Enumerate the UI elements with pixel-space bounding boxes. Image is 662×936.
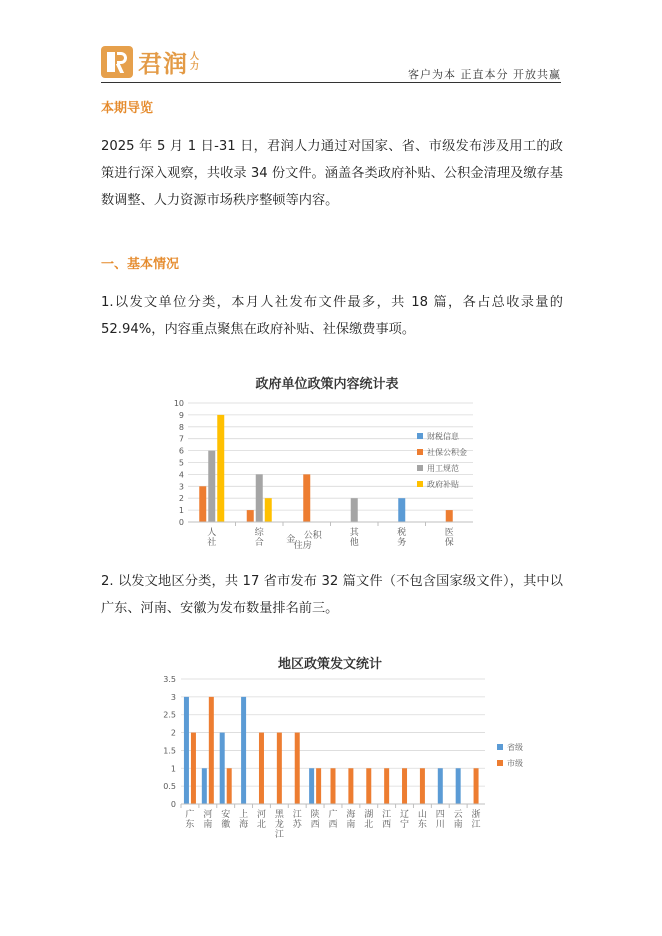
bar-医保-社保公积金 — [446, 510, 453, 522]
bar-江西-市级 — [384, 768, 389, 804]
x-tick-label: 川 — [435, 820, 445, 830]
paragraph-region-stats: 2. 以发文地区分类，共 17 省市发布 32 篇文件（不包含国家级文件），其中以广东、河南、安徽为发布数量排名前三。 — [101, 574, 563, 616]
x-tick-label: 合 — [254, 538, 264, 548]
y-tick-label: 2.5 — [163, 710, 176, 720]
bar-住房公积金-社保公积金 — [303, 474, 310, 522]
x-tick-label: 住房 — [293, 541, 312, 551]
x-tick-label: 黑 — [274, 810, 284, 820]
bar-广东-省级 — [184, 697, 189, 804]
x-tick-label: 宁 — [400, 820, 410, 830]
logo-sub — [190, 52, 199, 72]
guide-title: 本期导览 — [101, 101, 154, 116]
x-tick-label: 东 — [417, 820, 427, 830]
basic-info-title: 一、基本情况 — [101, 257, 180, 272]
x-tick-label: 上 — [239, 810, 249, 820]
y-tick-label: 0.5 — [163, 782, 176, 792]
legend-label: 社保公积金 — [427, 448, 467, 457]
bar-海南-市级 — [348, 768, 353, 804]
y-tick-label: 5 — [178, 458, 184, 468]
bar-广东-市级 — [191, 733, 196, 804]
bar-陕西-省级 — [309, 768, 314, 804]
bar-人社-用工规范 — [208, 451, 215, 522]
x-tick-label: 税 — [397, 528, 407, 538]
x-tick-label: 东 — [185, 820, 195, 830]
bar-江苏-市级 — [295, 733, 300, 804]
bar-广西-市级 — [331, 768, 336, 804]
x-tick-label: 公积 — [303, 531, 322, 541]
bar-综合-社保公积金 — [247, 510, 254, 522]
x-tick-label: 苏 — [292, 820, 302, 830]
bar-山东-市级 — [420, 768, 425, 804]
legend-swatch-财税信息 — [417, 433, 423, 439]
header-slogan: 客户为本 正直本分 开放共赢 — [408, 68, 561, 81]
guide-paragraph: 2025 年 5 月 1 日-31 日，君润人力通过对国家、省、市级发布涉及用工的政策进行深入观察，共收录 34 份文件。涵盖各类政府补贴、公积金清理及缴存基数调整、人力资源市场秩序整顿等内容。 — [101, 139, 563, 208]
x-tick-label: 西 — [382, 820, 392, 830]
bar-黑龙江-市级 — [277, 733, 282, 804]
bar-陕西-市级 — [316, 768, 321, 804]
x-tick-label: 安 — [221, 810, 231, 820]
x-tick-label: 南 — [203, 820, 213, 830]
y-tick-label: 0 — [178, 518, 184, 527]
bar-安徽-省级 — [220, 733, 225, 804]
x-tick-label: 海 — [239, 820, 249, 830]
logo-sub-2: 力 — [190, 61, 200, 72]
x-tick-label: 保 — [444, 538, 454, 548]
header-divider — [101, 82, 561, 83]
logo-sub-1: 人 — [190, 51, 200, 62]
y-tick-label: 7 — [178, 434, 184, 444]
x-tick-label: 其 — [349, 528, 359, 538]
y-tick-label: 1 — [170, 764, 176, 774]
x-tick-label: 河 — [203, 810, 213, 820]
legend-label: 用工规范 — [427, 464, 459, 473]
x-tick-label: 北 — [256, 820, 266, 830]
bar-人社-政府补贴 — [217, 415, 224, 522]
legend-swatch-社保公积金 — [417, 449, 423, 455]
y-tick-label: 0 — [170, 800, 176, 809]
x-tick-label: 西 — [328, 820, 338, 830]
x-tick-label: 浙 — [471, 810, 481, 820]
jr-logo-icon — [101, 46, 133, 78]
x-tick-label: 云 — [453, 810, 463, 820]
x-tick-label: 江 — [471, 820, 481, 830]
bar-其他-用工规范 — [351, 498, 358, 522]
y-tick-label: 1.5 — [163, 746, 176, 756]
legend-label: 市级 — [507, 759, 523, 768]
x-tick-label: 江 — [292, 810, 302, 820]
legend-swatch-政府补贴 — [417, 481, 423, 487]
chart-unit-policy-svg — [155, 362, 500, 552]
x-tick-label: 西 — [310, 820, 320, 830]
x-tick-label: 北 — [364, 820, 374, 830]
x-tick-label: 广 — [328, 810, 338, 820]
chart-region-policy-svg — [155, 650, 535, 845]
company-logo — [101, 44, 199, 79]
x-tick-label: 他 — [349, 538, 359, 548]
y-tick-label: 8 — [178, 422, 184, 432]
chart-title: 政府单位政策内容统计表 — [255, 377, 399, 392]
x-tick-label: 务 — [397, 538, 407, 548]
bar-湖北-市级 — [366, 768, 371, 804]
bar-综合-政府补贴 — [265, 498, 272, 522]
logo-name: 君润 — [138, 50, 188, 78]
x-tick-label: 金 — [286, 535, 296, 545]
x-tick-label: 综 — [254, 528, 264, 538]
y-tick-label: 9 — [178, 410, 184, 420]
legend-label: 省级 — [507, 743, 523, 752]
legend-swatch-省级 — [497, 744, 503, 750]
x-tick-label: 龙 — [274, 820, 284, 830]
chart-unit-policy — [155, 362, 500, 552]
x-tick-label: 湖 — [364, 810, 374, 820]
x-tick-label: 江 — [274, 830, 284, 840]
y-tick-label: 3 — [170, 692, 176, 702]
y-tick-label: 1 — [178, 506, 184, 516]
y-tick-label: 4 — [178, 470, 184, 480]
bar-上海-省级 — [241, 697, 246, 804]
y-tick-label: 3 — [178, 482, 184, 492]
bar-综合-用工规范 — [256, 474, 263, 522]
x-tick-label: 徽 — [221, 820, 231, 830]
y-tick-label: 10 — [173, 399, 184, 408]
x-tick-label: 江 — [382, 810, 392, 820]
x-tick-label: 南 — [346, 820, 356, 830]
bar-浙江-市级 — [474, 768, 479, 804]
legend-swatch-市级 — [497, 760, 503, 766]
x-tick-label: 海 — [346, 810, 356, 820]
x-tick-label: 人 — [207, 528, 217, 538]
bar-四川-省级 — [438, 768, 443, 804]
legend-label: 财税信息 — [427, 432, 459, 441]
bar-河南-省级 — [202, 768, 207, 804]
y-tick-label: 3.5 — [163, 675, 176, 684]
y-tick-label: 2 — [170, 728, 176, 738]
bar-河北-市级 — [259, 733, 264, 804]
x-tick-label: 社 — [207, 538, 217, 548]
x-tick-label: 四 — [435, 810, 445, 820]
x-tick-label: 医 — [444, 528, 454, 538]
y-tick-label: 6 — [178, 446, 184, 456]
x-tick-label: 南 — [453, 820, 463, 830]
bar-税务-财税信息 — [398, 498, 405, 522]
x-tick-label: 山 — [417, 810, 427, 820]
x-tick-label: 河 — [256, 810, 266, 820]
legend-label: 政府补贴 — [427, 480, 459, 489]
x-tick-label: 陕 — [310, 810, 320, 820]
x-tick-label: 辽 — [400, 810, 410, 820]
bar-人社-社保公积金 — [199, 486, 206, 522]
x-tick-label: 广 — [185, 810, 195, 820]
paragraph-unit-stats: 1.以发文单位分类，本月人社发布文件最多，共 18 篇，各占总收录量的 52.94%，内容重点聚焦在政府补贴、社保缴费事项。 — [101, 295, 563, 337]
bar-辽宁-市级 — [402, 768, 407, 804]
bar-安徽-市级 — [227, 768, 232, 804]
y-tick-label: 2 — [178, 494, 184, 504]
legend-swatch-用工规范 — [417, 465, 423, 471]
chart-region-policy — [155, 650, 535, 845]
chart-title: 地区政策发文统计 — [277, 657, 383, 672]
bar-河南-市级 — [209, 697, 214, 804]
bar-云南-省级 — [456, 768, 461, 804]
